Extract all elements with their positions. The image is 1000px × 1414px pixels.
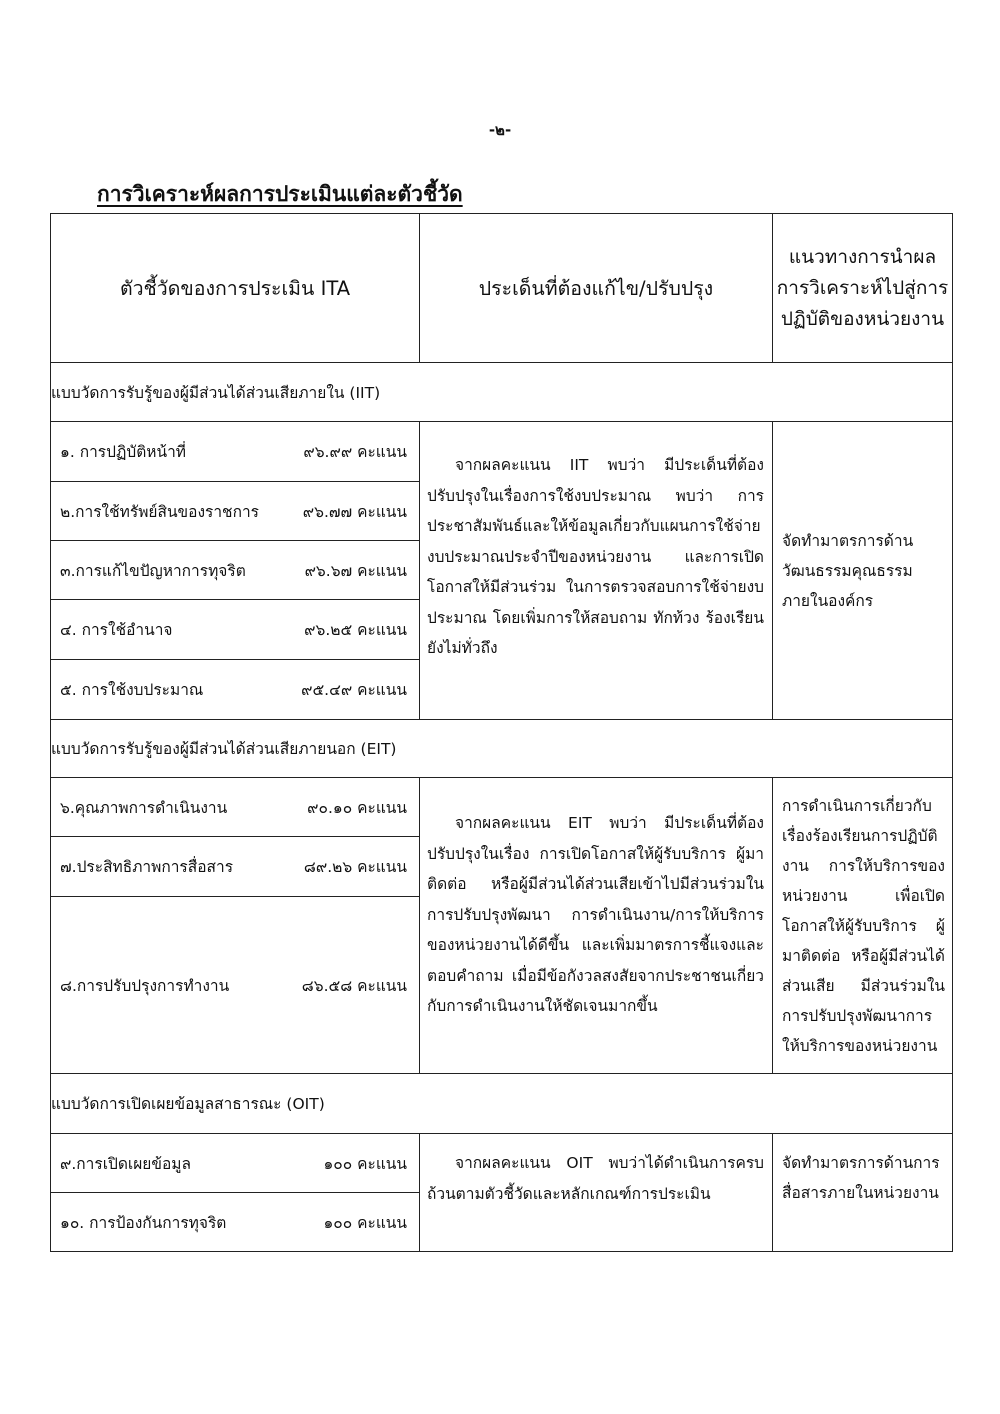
indicator-score: ๘๙.๒๖ คะแนน xyxy=(303,858,407,876)
issue-text: จากผลคะแนน EIT พบว่า มีประเด็นที่ต้องปรับปรุงในเรื่อง การเปิดโอกาสให้ผู้รับบริการ ผู้มาติดต่อ หรือผู้มีส่วนได้ส่วนเสียเข้าไปมีส่วนร่วมในการปรับปรุงพัฒนา การดำเนินงาน/การให้บริการของหน่วยงานได้ดีขึ้น และเพิ่มมาตรการชี้แจงและตอบคำถาม เมื่อมีข้อกังวลสงสัยจากประชาชนเกี่ยวกับการดำเนินงานให้ชัดเจนมากขึ้น xyxy=(427,814,764,1015)
indicator-cell xyxy=(51,837,420,897)
indicator-score: ๑๐๐ คะแนน xyxy=(323,1154,407,1173)
indicator-cell xyxy=(51,1193,420,1252)
issue-cell xyxy=(420,778,773,1074)
table-row xyxy=(51,422,953,482)
section-title: แบบวัดการรับรู้ของผู้มีส่วนได้ส่วนเสียภายใน (IIT) xyxy=(51,363,953,422)
issue-text: จากผลคะแนน OIT พบว่าได้ดำเนินการครบถ้วนตามตัวชี้วัดและหลักเกณฑ์การประเมิน xyxy=(427,1154,764,1203)
indicator-score: ๙๖.๒๕ คะแนน xyxy=(304,621,407,639)
indicator-cell xyxy=(51,660,420,720)
indicator-score: ๘๖.๕๘ คะแนน xyxy=(301,976,407,995)
indicator-cell xyxy=(51,600,420,660)
page-number: -๒- xyxy=(488,121,512,139)
guide-text: จัดทำมาตรการด้านการสื่อสารภายในหน่วยงาน xyxy=(782,1154,940,1202)
indicator-name: ๘.การปรับปรุงการทำงาน xyxy=(60,976,230,995)
indicator-cell xyxy=(51,541,420,600)
indicator-cell xyxy=(51,482,420,541)
indicator-name: ๑๐. การป้องกันการทุจริต xyxy=(60,1213,227,1232)
indicator-cell xyxy=(51,422,420,482)
table-row xyxy=(51,1134,953,1193)
indicator-name: ๑. การปฏิบัติหน้าที่ xyxy=(60,443,186,461)
indicator-score: ๑๐๐ คะแนน xyxy=(323,1213,407,1232)
guide-cell xyxy=(773,422,953,720)
indicator-name: ๔. การใช้อำนาจ xyxy=(60,621,173,639)
section-row-iit xyxy=(51,363,953,422)
indicator-score: ๙๕.๔๙ คะแนน xyxy=(301,681,407,699)
indicator-name: ๓.การแก้ไขปัญหาการทุจริต xyxy=(60,561,246,580)
indicator-cell xyxy=(51,778,420,837)
issue-text: จากผลคะแนน IIT พบว่า มีประเด็นที่ต้องปรับปรุงในเรื่องการใช้งบประมาณ พบว่า การประชาสัมพันธ์และให้ข้อมูลเกี่ยวกับแผนการใช้จ่ายงบประมาณประจำปีของหน่วยงาน และการเปิดโอกาสให้มีส่วนร่วม ในการตรวจสอบการใช้จ่ายงบประมาณ โดยเพิ่มการให้สอบถาม ทักท้วง ร้องเรียน ยังไม่ทั่วถึง xyxy=(427,456,764,657)
section-title: แบบวัดการรับรู้ของผู้มีส่วนได้ส่วนเสียภายนอก (EIT) xyxy=(51,720,953,778)
table-row xyxy=(51,778,953,837)
indicator-score: ๙๖.๙๙ คะแนน xyxy=(303,443,407,461)
indicator-score: ๙๖.๗๗ คะแนน xyxy=(302,502,407,521)
indicator-name: ๒.การใช้ทรัพย์สินของราชการ xyxy=(60,502,259,521)
issue-cell xyxy=(420,422,773,720)
indicator-name: ๙.การเปิดเผยข้อมูล xyxy=(60,1154,191,1173)
indicator-cell xyxy=(51,897,420,1074)
indicator-name: ๖.คุณภาพการดำเนินงาน xyxy=(60,798,228,817)
header-issue: ประเด็นที่ต้องแก้ไข/ปรับปรุง xyxy=(420,214,773,363)
issue-cell xyxy=(420,1134,773,1252)
indicator-cell xyxy=(51,1134,420,1193)
header-guide: แนวทางการนำผลการวิเคราะห์ไปสู่การปฏิบัติของหน่วยงาน xyxy=(773,214,953,363)
document-title: การวิเคราะห์ผลการประเมินแต่ละตัวชี้วัด xyxy=(97,182,463,206)
section-row-oit xyxy=(51,1074,953,1134)
header-indicator: ตัวชี้วัดของการประเมิน ITA xyxy=(51,214,420,363)
indicator-name: ๕. การใช้งบประมาณ xyxy=(60,681,204,699)
guide-cell xyxy=(773,778,953,1074)
indicator-score: ๙๐.๑๐ คะแนน xyxy=(307,798,407,817)
section-row-eit xyxy=(51,720,953,778)
header-row xyxy=(51,214,953,363)
indicator-score: ๙๖.๖๗ คะแนน xyxy=(304,561,407,580)
ita-analysis-table xyxy=(50,213,953,1252)
guide-text: การดำเนินการเกี่ยวกับเรื่องร้องเรียนการปฏิบัติงาน การให้บริการของหน่วยงาน เพื่อเปิดโอกาสให้ผู้รับบริการ ผู้มาติดต่อ หรือผู้มีส่วนได้ส่วนเสีย มีส่วนร่วมในการปรับปรุงพัฒนาการให้บริการของหน่วยงาน xyxy=(782,796,945,1055)
guide-text: จัดทำมาตรการด้านวัฒนธรรมคุณธรรมภายในองค์กร xyxy=(782,531,914,610)
guide-cell xyxy=(773,1134,953,1252)
section-title: แบบวัดการเปิดเผยข้อมูลสาธารณะ (OIT) xyxy=(51,1074,953,1134)
indicator-name: ๗.ประสิทธิภาพการสื่อสาร xyxy=(60,858,234,876)
